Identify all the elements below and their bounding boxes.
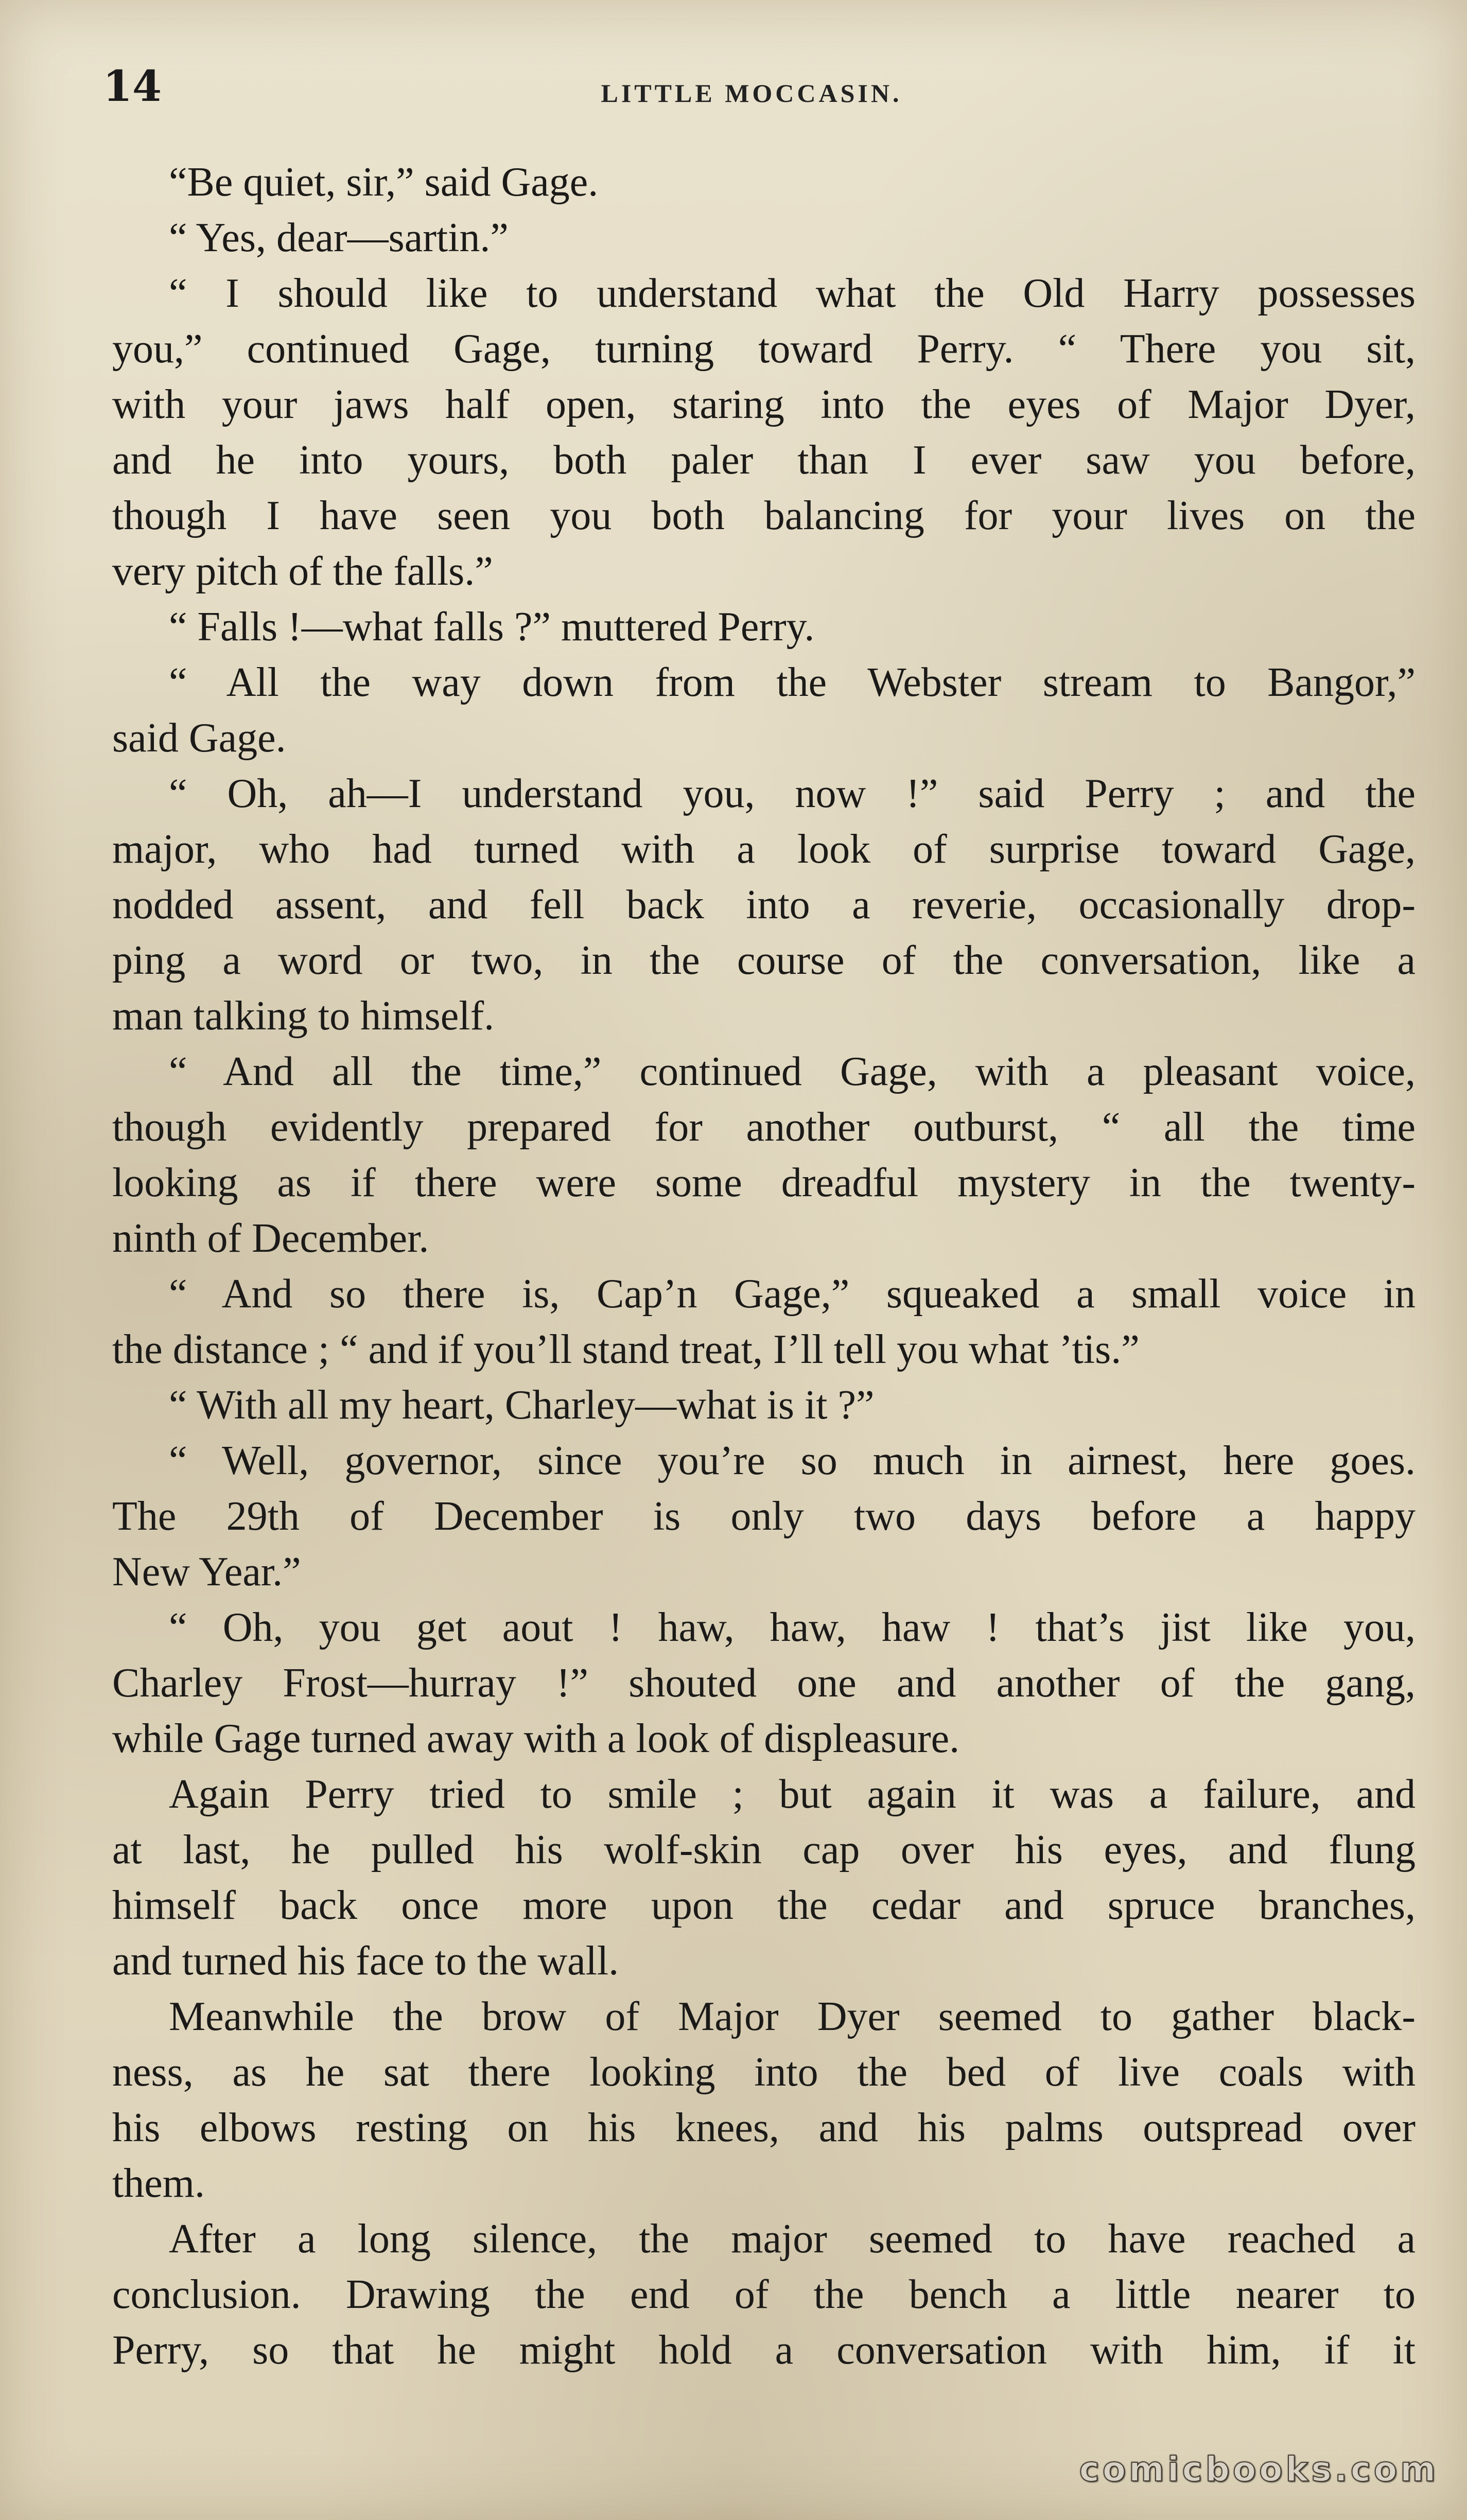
text-line: looking as if there were some dreadful mystery in the twenty- <box>112 1160 1416 1205</box>
text-line: “ Oh, ah—I understand you, now !” said Perry ; and the <box>169 771 1416 816</box>
text-line: “ And so there is, Cap’n Gage,” squeaked a small voice in <box>169 1271 1416 1317</box>
text-line: very pitch of the falls.” <box>112 549 493 594</box>
text-line: “ I should like to understand what the Old Harry possesses <box>169 271 1416 316</box>
text-line: “ Oh, you get aout ! haw, haw, haw ! that’s jist like you, <box>169 1605 1416 1650</box>
text-line: After a long silence, the major seemed to have reached a <box>169 2216 1416 2262</box>
text-line: man talking to himself. <box>112 993 495 1039</box>
body-text <box>112 154 1416 2378</box>
text-line: conclusion. Drawing the end of the bench a little nearer to <box>112 2272 1416 2317</box>
text-line: Charley Frost—hurray !” shouted one and another of the gang, <box>112 1660 1416 1706</box>
text-line: “ Well, governor, since you’re so much in airnest, here goes. <box>169 1438 1416 1483</box>
text-line: Meanwhile the brow of Major Dyer seemed to gather black- <box>169 1994 1416 2039</box>
text-line: The 29th of December is only two days before a happy <box>112 1494 1416 1539</box>
text-line: and turned his face to the wall. <box>112 1938 619 1984</box>
text-line: at last, he pulled his wolf-skin cap over his eyes, and flung <box>112 1827 1416 1872</box>
text-line: major, who had turned with a look of surprise toward Gage, <box>112 827 1416 872</box>
text-line: and he into yours, both paler than I ever saw you before, <box>112 437 1416 483</box>
running-head: LITTLE MOCCASIN. <box>601 79 902 108</box>
text-line: “ With all my heart, Charley—what is it ?” <box>169 1382 875 1428</box>
page-number: 14 <box>103 62 162 111</box>
text-line: ness, as he sat there looking into the bed of live coals with <box>112 2050 1416 2095</box>
page-header <box>103 62 1400 118</box>
text-line: ping a word or two, in the course of the conversation, like a <box>112 938 1416 983</box>
text-line: Perry, so that he might hold a conversation with him, if it <box>112 2327 1416 2373</box>
text-line: “ Falls !—what falls ?” muttered Perry. <box>169 604 815 650</box>
text-line: said Gage. <box>112 715 286 761</box>
watermark: comicbooks.com <box>1079 2449 1439 2489</box>
text-line: “Be quiet, sir,” said Gage. <box>169 160 599 205</box>
text-line: though I have seen you both balancing for your lives on the <box>112 493 1416 538</box>
text-line: “ All the way down from the Webster stream to Bangor,” <box>169 660 1416 705</box>
text-line: the distance ; “ and if you’ll stand treat, I’ll tell you what ’tis.” <box>112 1327 1140 1372</box>
text-line: while Gage turned away with a look of displeasure. <box>112 1716 960 1761</box>
text-line: you,” continued Gage, turning toward Perry. “ There you sit, <box>112 326 1416 372</box>
text-line: his elbows resting on his knees, and his palms outspread over <box>112 2105 1416 2150</box>
text-line: them. <box>112 2161 205 2206</box>
text-line: Again Perry tried to smile ; but again it was a failure, and <box>169 1772 1416 1817</box>
text-line: himself back once more upon the cedar and spruce branches, <box>112 1883 1416 1928</box>
text-line: though evidently prepared for another outburst, “ all the time <box>112 1105 1416 1150</box>
text-line: “ And all the time,” continued Gage, with a pleasant voice, <box>169 1049 1416 1094</box>
text-line: with your jaws half open, staring into the eyes of Major Dyer, <box>112 382 1416 427</box>
text-line: ninth of December. <box>112 1216 429 1261</box>
text-line: nodded assent, and fell back into a reverie, occasionally drop- <box>112 882 1416 927</box>
text-line: “ Yes, dear—sartin.” <box>169 215 509 260</box>
text-line: New Year.” <box>112 1549 301 1595</box>
